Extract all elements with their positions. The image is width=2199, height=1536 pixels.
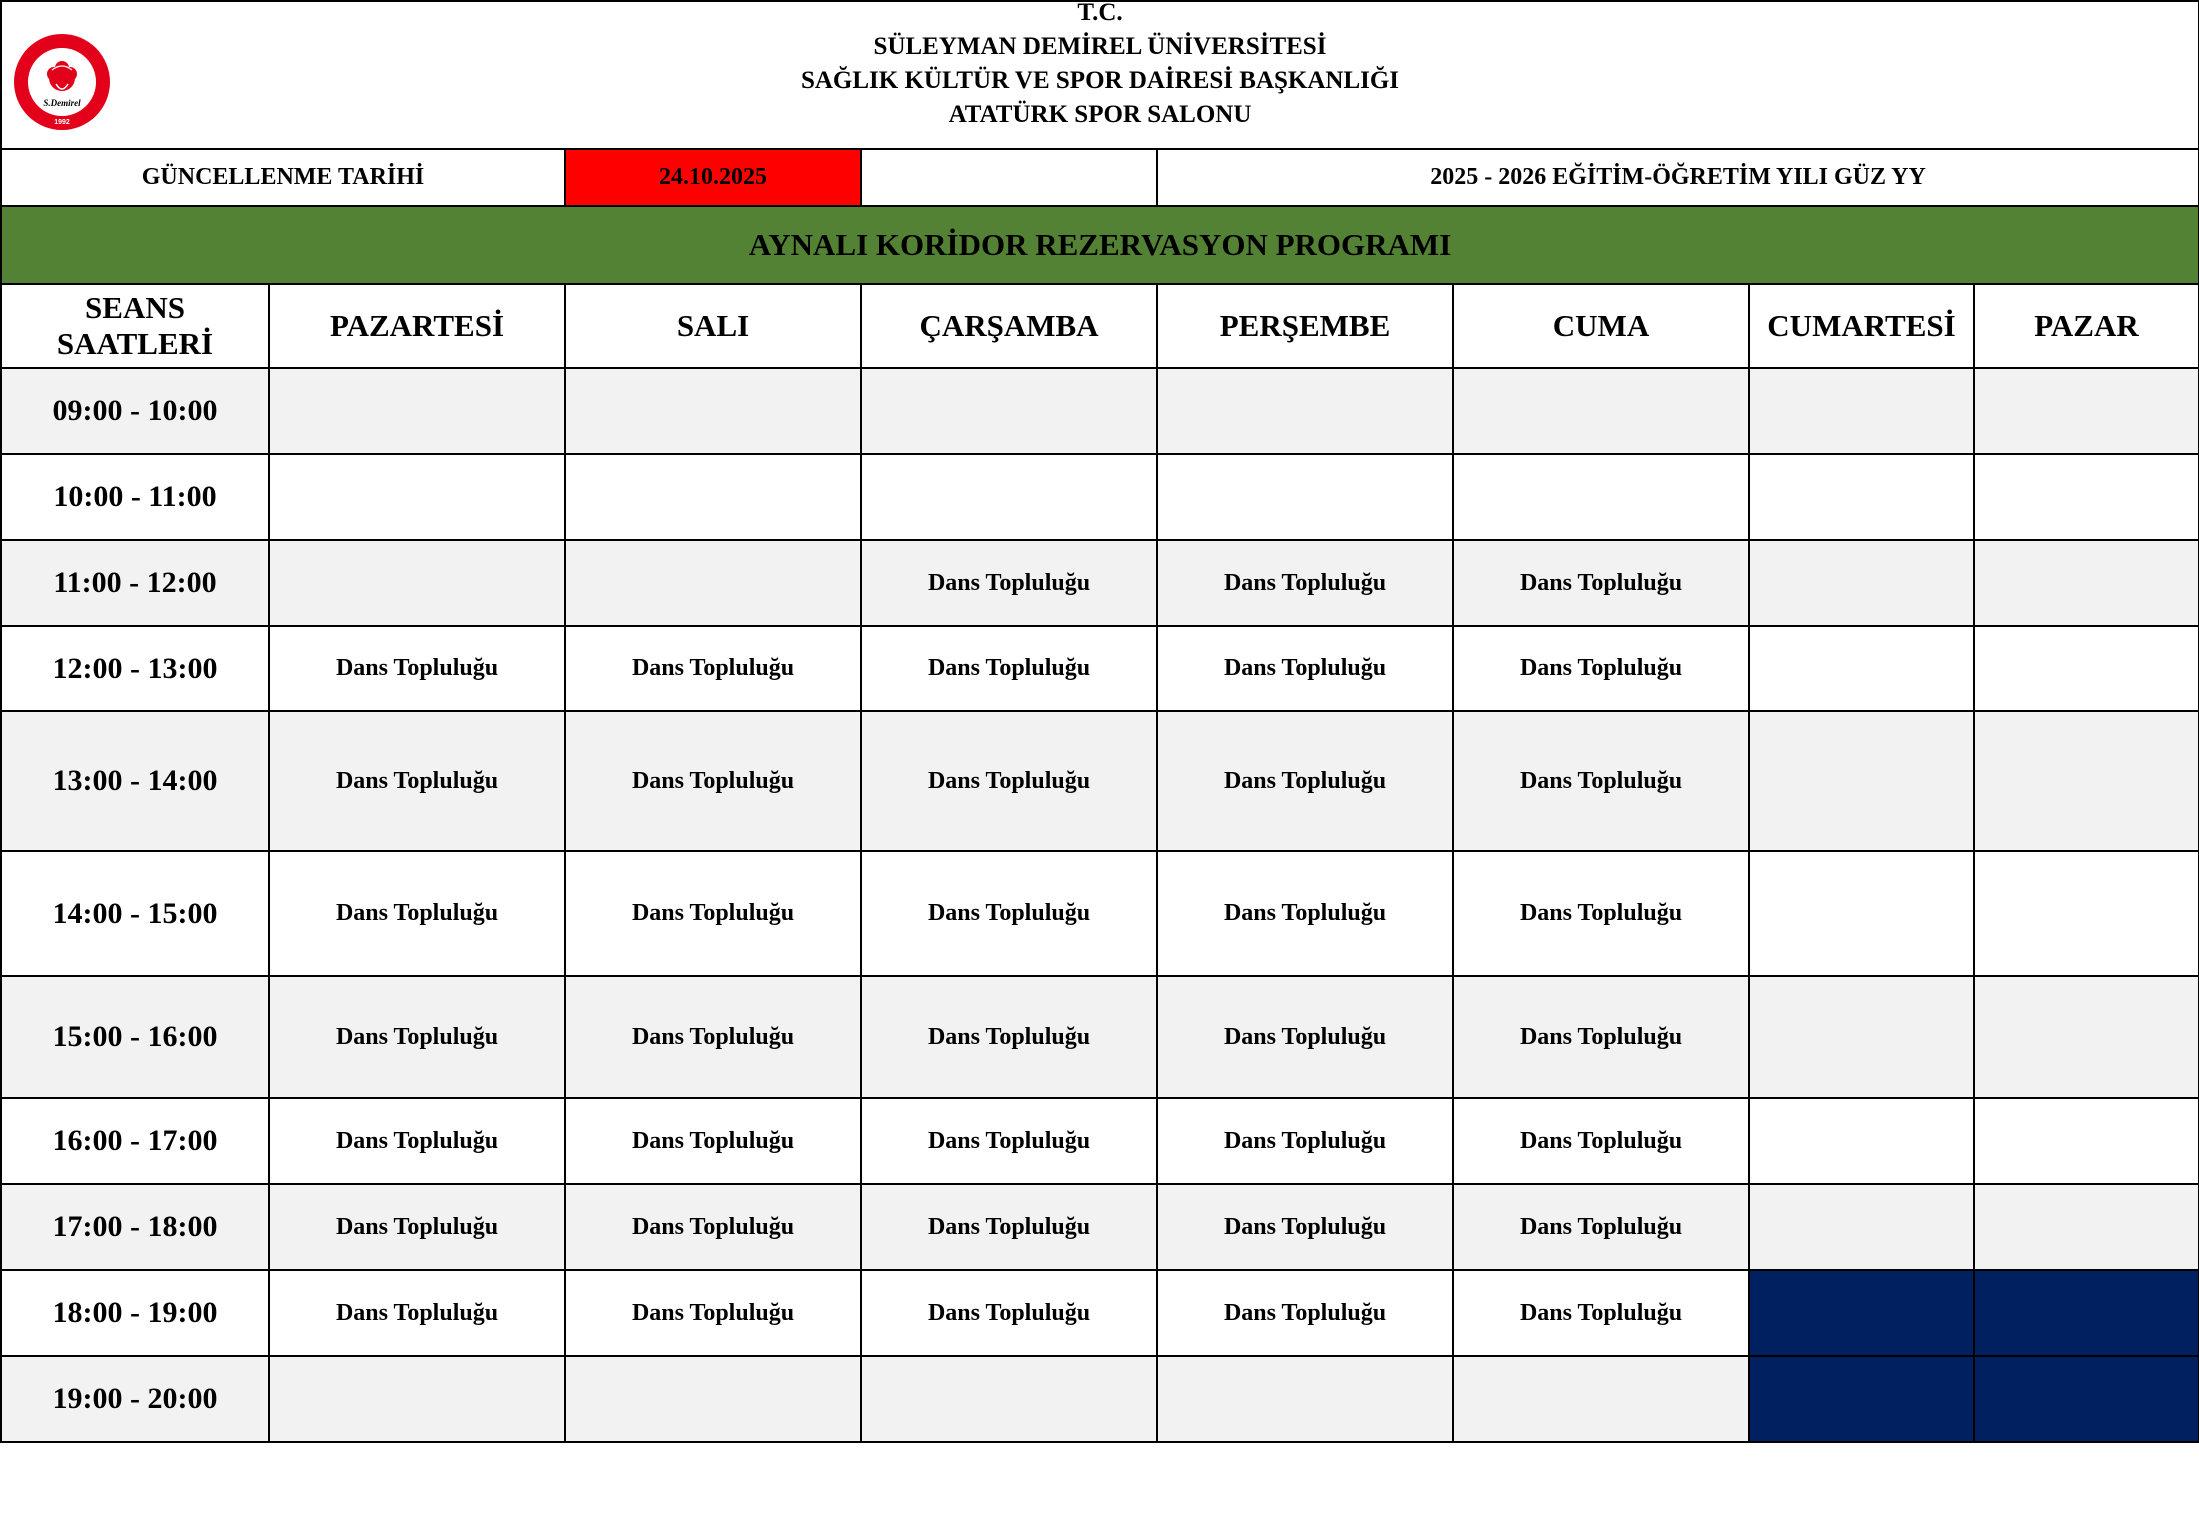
time-cell: 18:00 - 19:00 — [1, 1270, 269, 1356]
schedule-slot — [1749, 1270, 1974, 1356]
schedule-slot — [1453, 454, 1749, 540]
schedule-slot — [1974, 1356, 2199, 1442]
schedule-slot — [1749, 454, 1974, 540]
time-cell: 15:00 - 16:00 — [1, 976, 269, 1098]
schedule-slot: Dans Topluluğu — [1157, 540, 1453, 626]
table-row — [1, 976, 2199, 1098]
update-label: GÜNCELLENME TARİHİ — [1, 149, 565, 206]
schedule-slot: Dans Topluluğu — [861, 976, 1157, 1098]
schedule-slot — [565, 454, 861, 540]
header-line-university: SÜLEYMAN DEMİREL ÜNİVERSİTESİ — [873, 33, 1327, 60]
table-row — [1, 1184, 2199, 1270]
day-header-persembe: PERŞEMBE — [1157, 284, 1453, 368]
schedule-slot — [1974, 976, 2199, 1098]
logo-signature: S.Demirel — [43, 98, 81, 108]
info-empty-cell — [861, 149, 1157, 206]
schedule-slot — [861, 368, 1157, 454]
day-header-pazartesi: PAZARTESİ — [269, 284, 565, 368]
table-row — [1, 1098, 2199, 1184]
time-cell: 13:00 - 14:00 — [1, 711, 269, 851]
seans-header — [1, 284, 269, 368]
table-row — [1, 368, 2199, 454]
table-row — [1, 711, 2199, 851]
schedule-slot — [1157, 454, 1453, 540]
schedule-slot: Dans Topluluğu — [1453, 626, 1749, 711]
schedule-slot: Dans Topluluğu — [269, 626, 565, 711]
schedule-slot — [861, 454, 1157, 540]
time-cell: 14:00 - 15:00 — [1, 851, 269, 976]
schedule-slot — [565, 368, 861, 454]
schedule-slot — [1749, 1098, 1974, 1184]
schedule-slot: Dans Topluluğu — [1453, 540, 1749, 626]
schedule-slot: Dans Topluluğu — [1157, 711, 1453, 851]
schedule-slot — [1157, 368, 1453, 454]
schedule-slot — [1453, 368, 1749, 454]
day-header-sali: SALI — [565, 284, 861, 368]
schedule-slot — [1974, 540, 2199, 626]
document-header — [1, 1, 2199, 149]
schedule-slot — [1749, 626, 1974, 711]
seans-line2: SAATLERİ — [56, 326, 214, 361]
schedule-slot — [269, 1356, 565, 1442]
header-line-department: SAĞLIK KÜLTÜR VE SPOR DAİRESİ BAŞKANLIĞI — [800, 67, 1400, 94]
time-cell: 09:00 - 10:00 — [1, 368, 269, 454]
schedule-slot — [1974, 1098, 2199, 1184]
schedule-slot: Dans Topluluğu — [269, 711, 565, 851]
schedule-slot: Dans Topluluğu — [269, 1098, 565, 1184]
schedule-slot: Dans Topluluğu — [861, 540, 1157, 626]
day-header-carsamba: ÇARŞAMBA — [861, 284, 1157, 368]
day-header-cumartesi: CUMARTESİ — [1749, 284, 1974, 368]
schedule-slot: Dans Topluluğu — [1453, 711, 1749, 851]
table-row — [1, 626, 2199, 711]
schedule-slot: Dans Topluluğu — [1453, 1098, 1749, 1184]
schedule-slot: Dans Topluluğu — [861, 851, 1157, 976]
schedule-slot — [1749, 1184, 1974, 1270]
schedule-slot — [269, 368, 565, 454]
schedule-slot: Dans Topluluğu — [565, 1270, 861, 1356]
table-row — [1, 1270, 2199, 1356]
schedule-slot: Dans Topluluğu — [269, 1270, 565, 1356]
program-title: AYNALI KORİDOR REZERVASYON PROGRAMI — [1, 206, 2199, 284]
schedule-slot — [269, 540, 565, 626]
table-row — [1, 454, 2199, 540]
schedule-slot — [1974, 1184, 2199, 1270]
schedule-slot — [1974, 454, 2199, 540]
schedule-slot: Dans Topluluğu — [565, 626, 861, 711]
schedule-slot: Dans Topluluğu — [269, 1184, 565, 1270]
schedule-slot: Dans Topluluğu — [1157, 976, 1453, 1098]
schedule-slot: Dans Topluluğu — [1453, 976, 1749, 1098]
schedule-slot: Dans Topluluğu — [1453, 851, 1749, 976]
update-date: 24.10.2025 — [565, 149, 861, 206]
table-row — [1, 540, 2199, 626]
time-cell: 19:00 - 20:00 — [1, 1356, 269, 1442]
schedule-slot — [1749, 368, 1974, 454]
schedule-slot: Dans Topluluğu — [1157, 1184, 1453, 1270]
schedule-body — [1, 368, 2199, 1442]
schedule-slot — [861, 1356, 1157, 1442]
schedule-slot: Dans Topluluğu — [1157, 626, 1453, 711]
logo-year: 1992 — [54, 119, 70, 126]
seans-line1: SEANS — [85, 290, 185, 325]
time-cell: 12:00 - 13:00 — [1, 626, 269, 711]
schedule-slot: Dans Topluluğu — [1453, 1270, 1749, 1356]
schedule-slot — [1749, 540, 1974, 626]
schedule-slot: Dans Topluluğu — [861, 711, 1157, 851]
day-header-pazar: PAZAR — [1974, 284, 2199, 368]
schedule-slot — [1749, 976, 1974, 1098]
schedule-slot — [1749, 711, 1974, 851]
schedule-slot: Dans Topluluğu — [565, 976, 861, 1098]
schedule-slot — [1974, 368, 2199, 454]
schedule-slot: Dans Topluluğu — [565, 1098, 861, 1184]
day-header-cuma: CUMA — [1453, 284, 1749, 368]
time-cell: 11:00 - 12:00 — [1, 540, 269, 626]
schedule-slot — [565, 1356, 861, 1442]
schedule-slot — [1749, 851, 1974, 976]
schedule-slot: Dans Topluluğu — [269, 851, 565, 976]
header-line-tc: T.C. — [1077, 1, 1123, 26]
schedule-slot: Dans Topluluğu — [269, 976, 565, 1098]
time-cell: 17:00 - 18:00 — [1, 1184, 269, 1270]
time-cell: 10:00 - 11:00 — [1, 454, 269, 540]
schedule-slot — [1974, 711, 2199, 851]
schedule-slot — [1974, 1270, 2199, 1356]
schedule-slot — [565, 540, 861, 626]
schedule-slot: Dans Topluluğu — [565, 1184, 861, 1270]
table-row — [1, 851, 2199, 976]
schedule-slot: Dans Topluluğu — [861, 626, 1157, 711]
schedule-slot — [1974, 626, 2199, 711]
schedule-slot: Dans Topluluğu — [1453, 1184, 1749, 1270]
schedule-slot — [1453, 1356, 1749, 1442]
term-label: 2025 - 2026 EĞİTİM-ÖĞRETİM YILI GÜZ YY — [1157, 149, 2199, 206]
header-line-venue: ATATÜRK SPOR SALONU — [948, 101, 1252, 128]
schedule-slot: Dans Topluluğu — [1157, 1098, 1453, 1184]
schedule-slot — [1974, 851, 2199, 976]
schedule-slot — [269, 454, 565, 540]
schedule-slot — [1157, 1356, 1453, 1442]
schedule-slot: Dans Topluluğu — [1157, 1270, 1453, 1356]
schedule-slot: Dans Topluluğu — [861, 1270, 1157, 1356]
schedule-slot — [1749, 1356, 1974, 1442]
schedule-slot: Dans Topluluğu — [565, 851, 861, 976]
schedule-slot: Dans Topluluğu — [861, 1184, 1157, 1270]
schedule-slot: Dans Topluluğu — [1157, 851, 1453, 976]
time-cell: 16:00 - 17:00 — [1, 1098, 269, 1184]
table-row — [1, 1356, 2199, 1442]
schedule-slot: Dans Topluluğu — [565, 711, 861, 851]
schedule-slot: Dans Topluluğu — [861, 1098, 1157, 1184]
